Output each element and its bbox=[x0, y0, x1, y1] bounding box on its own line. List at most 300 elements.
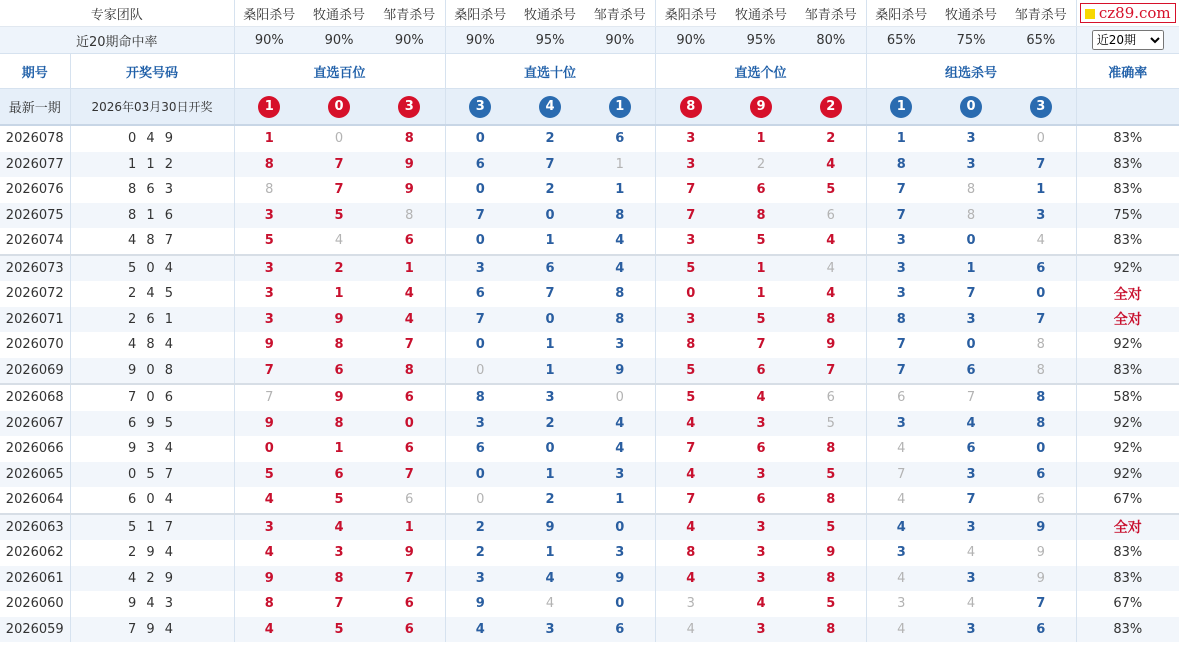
issue-number: 2026066 bbox=[5, 441, 64, 457]
hit-rate: 90% bbox=[655, 27, 726, 54]
kill-number: 6 bbox=[756, 441, 766, 457]
kill-number: 4 bbox=[1036, 233, 1045, 249]
table-row bbox=[0, 177, 1179, 203]
kill-number: 0 bbox=[966, 337, 976, 353]
kill-number: 8 bbox=[866, 307, 936, 333]
kill-number: 8 bbox=[304, 566, 374, 592]
latest-date: 2026年03月30日开奖 bbox=[70, 89, 234, 126]
kill-number: 2 bbox=[545, 131, 555, 147]
kill-number: 6 bbox=[866, 384, 936, 411]
kill-number: 2 bbox=[545, 182, 555, 198]
kill-number: 6 bbox=[374, 617, 445, 643]
kill-number: 3 bbox=[445, 255, 515, 282]
kill-number: 5 bbox=[826, 182, 836, 198]
kill-number: 6 bbox=[796, 203, 866, 229]
kill-number: 6 bbox=[404, 441, 414, 457]
issue-number: 2026067 bbox=[0, 411, 70, 437]
kill-number: 8 bbox=[1006, 384, 1076, 411]
kill-number: 1 bbox=[374, 255, 445, 282]
kill-number: 9 bbox=[826, 545, 836, 561]
kill-number: 4 bbox=[826, 233, 836, 249]
kill-number: 5 bbox=[796, 462, 866, 488]
kill-number: 0 bbox=[445, 358, 515, 385]
period-select-cell bbox=[1076, 27, 1179, 54]
kill-number: 0 bbox=[585, 384, 655, 411]
kill-number: 8 bbox=[234, 152, 304, 178]
kill-number: 4 bbox=[304, 514, 374, 541]
kill-number: 9 bbox=[826, 337, 836, 353]
kill-number: 9 bbox=[445, 591, 515, 617]
kill-number: 3 bbox=[866, 281, 936, 307]
kill-number: 1 bbox=[726, 255, 796, 282]
kill-number: 7 bbox=[655, 487, 726, 514]
kill-number: 7 bbox=[404, 337, 414, 353]
kill-number: 3 bbox=[1006, 203, 1076, 229]
kill-number: 8 bbox=[374, 358, 445, 385]
accuracy-value: 83% bbox=[1076, 177, 1179, 203]
kill-number: 6 bbox=[615, 131, 625, 147]
hit-rate: 90% bbox=[445, 27, 515, 54]
kill-number: 3 bbox=[966, 131, 976, 147]
kill-number: 4 bbox=[936, 411, 1006, 437]
expert-name: 桑阳杀号 bbox=[866, 0, 936, 27]
kill-number: 7 bbox=[445, 203, 515, 229]
kill-number: 3 bbox=[655, 125, 726, 152]
accuracy-value: 92% bbox=[1076, 436, 1179, 462]
kill-number: 4 bbox=[726, 384, 796, 411]
kill-number: 3 bbox=[866, 255, 936, 282]
issue-number: 2026071 bbox=[0, 307, 70, 333]
group-header-combo: 组选杀号 bbox=[866, 54, 1076, 89]
issue-number: 2026077 bbox=[0, 152, 70, 178]
kill-number: 9 bbox=[404, 182, 414, 198]
kill-number: 8 bbox=[404, 131, 414, 147]
kill-number: 5 bbox=[796, 514, 866, 541]
hit-rate: 80% bbox=[796, 27, 866, 54]
kill-number: 6 bbox=[405, 492, 414, 508]
kill-number: 7 bbox=[866, 462, 936, 488]
kill-number: 3 bbox=[585, 462, 655, 488]
kill-number: 4 bbox=[866, 566, 936, 592]
kill-number: 0 bbox=[374, 411, 445, 437]
hit-rate: 75% bbox=[936, 27, 1006, 54]
issue-number: 2026073 bbox=[0, 255, 70, 282]
kill-number: 5 bbox=[234, 462, 304, 488]
table-row bbox=[0, 228, 1179, 255]
draw-number: 9 4 3 bbox=[70, 591, 234, 617]
kill-number: 1 bbox=[515, 358, 585, 385]
draw-number: 0 5 7 bbox=[70, 462, 234, 488]
kill-number: 4 bbox=[374, 307, 445, 333]
kill-number: 3 bbox=[866, 411, 936, 437]
kill-number: 0 bbox=[966, 233, 976, 249]
kill-number: 5 bbox=[334, 492, 344, 508]
kill-number: 8 bbox=[936, 203, 1006, 229]
kill-number: 3 bbox=[234, 203, 304, 229]
kill-number: 0 bbox=[1036, 131, 1045, 147]
kill-number: 1 bbox=[334, 441, 344, 457]
draw-number: 5 0 4 bbox=[70, 255, 234, 282]
draw-number: 2 9 4 bbox=[70, 540, 234, 566]
issue-number: 2026059 bbox=[0, 617, 70, 643]
draw-number: 7 0 6 bbox=[70, 384, 234, 411]
kill-number: 4 bbox=[515, 566, 585, 592]
expert-row bbox=[0, 0, 1179, 27]
kill-number: 0 bbox=[515, 307, 585, 333]
kill-number: 5 bbox=[655, 358, 726, 385]
kill-number: 8 bbox=[655, 540, 726, 566]
kill-number: 9 bbox=[515, 514, 585, 541]
expert-name: 邹青杀号 bbox=[585, 0, 655, 27]
expert-name: 桑阳杀号 bbox=[655, 0, 726, 27]
kill-number: 5 bbox=[796, 411, 866, 437]
expert-name: 牧通杀号 bbox=[304, 0, 374, 27]
kill-number: 1 bbox=[374, 514, 445, 541]
table-row bbox=[0, 384, 1179, 411]
kill-number: 4 bbox=[966, 545, 976, 561]
kill-number: 2 bbox=[304, 255, 374, 282]
kill-number: 6 bbox=[756, 182, 766, 198]
kill-number: 8 bbox=[655, 332, 726, 358]
hit-rate: 65% bbox=[1006, 27, 1076, 54]
kill-ball: 3 bbox=[469, 96, 491, 118]
kill-number: 4 bbox=[234, 540, 304, 566]
draw-header: 开奖号码 bbox=[70, 54, 234, 89]
kill-number: 1 bbox=[756, 131, 766, 147]
kill-number: 3 bbox=[726, 617, 796, 643]
draw-number: 2 6 1 bbox=[70, 307, 234, 333]
kill-number: 6 bbox=[1036, 492, 1045, 508]
accuracy-value: 58% bbox=[1076, 384, 1179, 411]
kill-number: 3 bbox=[936, 152, 1006, 178]
kill-number: 6 bbox=[374, 384, 445, 411]
kill-number: 6 bbox=[515, 255, 585, 282]
kill-number: 3 bbox=[655, 591, 726, 617]
kill-number: 0 bbox=[445, 177, 515, 203]
hit-rate: 95% bbox=[726, 27, 796, 54]
kill-number: 9 bbox=[585, 566, 655, 592]
kill-number: 6 bbox=[936, 358, 1006, 385]
kill-number: 5 bbox=[304, 617, 374, 643]
issue-number: 2026078 bbox=[5, 131, 64, 147]
kill-number: 7 bbox=[756, 337, 766, 353]
accuracy-header: 准确率 bbox=[1076, 54, 1179, 89]
kill-number: 7 bbox=[655, 436, 726, 462]
issue-number: 2026070 bbox=[5, 337, 64, 353]
expert-name: 牧通杀号 bbox=[936, 0, 1006, 27]
draw-number: 2 4 5 bbox=[70, 281, 234, 307]
kill-number: 8 bbox=[1006, 411, 1076, 437]
kill-number: 4 bbox=[655, 514, 726, 541]
kill-ball: 0 bbox=[960, 96, 982, 118]
kill-number: 4 bbox=[866, 514, 936, 541]
table-row bbox=[0, 566, 1179, 592]
kill-number: 3 bbox=[726, 514, 796, 541]
kill-number: 5 bbox=[234, 228, 304, 255]
hit-rate: 90% bbox=[234, 27, 304, 54]
group-header-tens: 直选十位 bbox=[445, 54, 655, 89]
kill-number: 1 bbox=[585, 152, 655, 178]
table-row bbox=[0, 332, 1179, 358]
kill-number: 3 bbox=[234, 514, 304, 541]
kill-number: 8 bbox=[796, 617, 866, 643]
accuracy-value: 67% bbox=[1076, 487, 1179, 514]
kill-number: 3 bbox=[445, 566, 515, 592]
kill-number: 4 bbox=[866, 487, 936, 514]
draw-number: 6 0 4 bbox=[70, 487, 234, 514]
table-row bbox=[0, 281, 1179, 307]
logo-square-icon bbox=[1085, 9, 1095, 19]
kill-number: 8 bbox=[304, 411, 374, 437]
table-row bbox=[0, 125, 1179, 152]
table-row bbox=[0, 152, 1179, 178]
kill-number: 4 bbox=[796, 255, 866, 282]
draw-number: 9 3 4 bbox=[70, 436, 234, 462]
kill-number: 5 bbox=[655, 255, 726, 282]
kill-number: 3 bbox=[655, 228, 726, 255]
draw-number: 4 8 7 bbox=[70, 228, 234, 255]
kill-number: 5 bbox=[826, 596, 836, 612]
kill-number: 4 bbox=[756, 596, 766, 612]
accuracy-value: 83% bbox=[1076, 566, 1179, 592]
draw-number: 7 9 4 bbox=[70, 617, 234, 643]
kill-ball: 3 bbox=[398, 96, 420, 118]
kill-number: 3 bbox=[234, 307, 304, 333]
kill-number: 3 bbox=[866, 228, 936, 255]
kill-number: 3 bbox=[655, 307, 726, 333]
kill-number: 3 bbox=[234, 255, 304, 282]
hit-rate: 90% bbox=[304, 27, 374, 54]
kill-ball: 1 bbox=[890, 96, 912, 118]
kill-number: 7 bbox=[936, 384, 1006, 411]
kill-number: 3 bbox=[936, 462, 1006, 488]
kill-number: 3 bbox=[936, 514, 1006, 541]
table-row bbox=[0, 255, 1179, 282]
table-row bbox=[0, 462, 1179, 488]
kill-number: 8 bbox=[966, 182, 976, 198]
kill-number: 4 bbox=[655, 411, 726, 437]
kill-number: 4 bbox=[404, 286, 414, 302]
kill-number: 2 bbox=[726, 152, 796, 178]
accuracy-value: 92% bbox=[1076, 332, 1179, 358]
kill-number: 8 bbox=[585, 203, 655, 229]
kill-number: 1 bbox=[756, 286, 766, 302]
kill-number: 6 bbox=[445, 152, 515, 178]
kill-number: 7 bbox=[1036, 596, 1046, 612]
issue-number: 2026060 bbox=[5, 596, 64, 612]
kill-number: 4 bbox=[615, 233, 625, 249]
kill-number: 0 bbox=[545, 441, 555, 457]
kill-number: 2 bbox=[515, 411, 585, 437]
kill-number: 7 bbox=[545, 286, 555, 302]
kill-number: 1 bbox=[334, 286, 344, 302]
kill-number: 4 bbox=[234, 617, 304, 643]
issue-number: 2026074 bbox=[5, 233, 64, 249]
kill-number: 7 bbox=[234, 384, 304, 411]
kill-number: 0 bbox=[445, 487, 515, 514]
kill-number: 1 bbox=[615, 182, 625, 198]
draw-number: 1 1 2 bbox=[70, 152, 234, 178]
accuracy-value: 92% bbox=[1076, 255, 1179, 282]
accuracy-value: 83% bbox=[1076, 125, 1179, 152]
accuracy-value: 83% bbox=[1076, 617, 1179, 643]
kill-number: 6 bbox=[966, 441, 976, 457]
draw-number: 5 1 7 bbox=[70, 514, 234, 541]
kill-number: 1 bbox=[234, 125, 304, 152]
kill-number: 5 bbox=[304, 203, 374, 229]
accuracy-value: 75% bbox=[1076, 203, 1179, 229]
kill-number: 3 bbox=[515, 384, 585, 411]
kill-number: 6 bbox=[304, 462, 374, 488]
table-row bbox=[0, 436, 1179, 462]
accuracy-value: 83% bbox=[1076, 358, 1179, 385]
kill-number: 7 bbox=[796, 358, 866, 385]
draw-number: 8 1 6 bbox=[70, 203, 234, 229]
kill-number: 1 bbox=[515, 462, 585, 488]
kill-number: 7 bbox=[304, 152, 374, 178]
expert-name: 桑阳杀号 bbox=[445, 0, 515, 27]
kill-number: 1 bbox=[866, 125, 936, 152]
kill-number: 8 bbox=[374, 203, 445, 229]
kill-number: 4 bbox=[445, 617, 515, 643]
issue-number: 2026072 bbox=[5, 286, 64, 302]
kill-number: 4 bbox=[826, 286, 836, 302]
kill-number: 4 bbox=[585, 255, 655, 282]
issue-number: 2026061 bbox=[0, 566, 70, 592]
period-select[interactable] bbox=[1092, 30, 1164, 50]
table-row bbox=[0, 617, 1179, 643]
table-row bbox=[0, 307, 1179, 333]
accuracy-value: 92% bbox=[1076, 462, 1179, 488]
kill-number: 5 bbox=[756, 233, 766, 249]
draw-number: 4 2 9 bbox=[70, 566, 234, 592]
kill-number: 9 bbox=[585, 358, 655, 385]
accuracy-value: 全对 bbox=[1076, 281, 1179, 307]
kill-number: 6 bbox=[304, 358, 374, 385]
kill-number: 4 bbox=[655, 462, 726, 488]
kill-number: 8 bbox=[1006, 358, 1076, 385]
site-logo[interactable]: cz89.com bbox=[1080, 3, 1176, 23]
latest-row bbox=[0, 89, 1179, 126]
kill-number: 2 bbox=[826, 131, 836, 147]
kill-number: 8 bbox=[334, 337, 344, 353]
hit-rate: 90% bbox=[585, 27, 655, 54]
kill-number: 7 bbox=[1006, 152, 1076, 178]
kill-number: 9 bbox=[404, 545, 414, 561]
kill-ball: 8 bbox=[680, 96, 702, 118]
kill-number: 8 bbox=[826, 441, 836, 457]
kill-number: 9 bbox=[1006, 514, 1076, 541]
issue-header: 期号 bbox=[0, 54, 70, 89]
kill-number: 7 bbox=[655, 203, 726, 229]
kill-number: 9 bbox=[1036, 545, 1045, 561]
draw-number: 6 9 5 bbox=[70, 411, 234, 437]
kill-number: 9 bbox=[304, 384, 374, 411]
kill-number: 0 bbox=[515, 203, 585, 229]
kill-number: 7 bbox=[966, 492, 976, 508]
kill-number: 3 bbox=[866, 591, 936, 617]
latest-label: 最新一期 bbox=[0, 89, 70, 126]
draw-number: 4 8 4 bbox=[70, 332, 234, 358]
kill-number: 3 bbox=[726, 411, 796, 437]
kill-ball: 3 bbox=[1030, 96, 1052, 118]
issue-number: 2026075 bbox=[0, 203, 70, 229]
kill-ball: 9 bbox=[750, 96, 772, 118]
kill-number: 8 bbox=[585, 307, 655, 333]
kill-number: 1 bbox=[545, 337, 555, 353]
draw-number: 8 6 3 bbox=[70, 177, 234, 203]
kill-number: 8 bbox=[866, 152, 936, 178]
kill-number: 3 bbox=[936, 617, 1006, 643]
kill-number: 5 bbox=[726, 307, 796, 333]
accuracy-value: 83% bbox=[1076, 540, 1179, 566]
hit-rate: 95% bbox=[515, 27, 585, 54]
kill-number: 7 bbox=[445, 307, 515, 333]
table-row bbox=[0, 487, 1179, 514]
kill-number: 6 bbox=[1006, 255, 1076, 282]
draw-number: 9 0 8 bbox=[70, 358, 234, 385]
kill-number: 7 bbox=[334, 596, 344, 612]
kill-number: 8 bbox=[826, 492, 836, 508]
kill-number: 2 bbox=[445, 514, 515, 541]
kill-number: 7 bbox=[655, 177, 726, 203]
kill-number: 4 bbox=[655, 566, 726, 592]
kill-number: 7 bbox=[374, 566, 445, 592]
kill-number: 3 bbox=[936, 566, 1006, 592]
kill-number: 9 bbox=[234, 332, 304, 358]
kill-number: 9 bbox=[374, 152, 445, 178]
kill-number: 3 bbox=[726, 566, 796, 592]
table-row bbox=[0, 540, 1179, 566]
kill-number: 8 bbox=[796, 307, 866, 333]
kill-number: 4 bbox=[334, 233, 344, 249]
kill-number: 7 bbox=[866, 358, 936, 385]
kill-number: 7 bbox=[866, 332, 936, 358]
accuracy-value: 83% bbox=[1076, 152, 1179, 178]
kill-number: 0 bbox=[615, 596, 625, 612]
kill-number: 8 bbox=[796, 566, 866, 592]
kill-ball: 4 bbox=[539, 96, 561, 118]
column-header-row bbox=[0, 54, 1179, 89]
kill-number: 6 bbox=[796, 384, 866, 411]
kill-number: 3 bbox=[445, 411, 515, 437]
kill-number: 9 bbox=[234, 566, 304, 592]
kill-number: 3 bbox=[936, 307, 1006, 333]
kill-number: 8 bbox=[726, 203, 796, 229]
group-header-units: 直选个位 bbox=[655, 54, 866, 89]
expert-name: 邹青杀号 bbox=[374, 0, 445, 27]
kill-number: 7 bbox=[515, 152, 585, 178]
kill-number: 1 bbox=[936, 255, 1006, 282]
kill-number: 0 bbox=[445, 332, 515, 358]
kill-number: 2 bbox=[545, 492, 555, 508]
kill-number: 3 bbox=[234, 281, 304, 307]
kill-number: 3 bbox=[334, 545, 344, 561]
kill-number: 6 bbox=[445, 436, 515, 462]
logo-cell[interactable] bbox=[1076, 0, 1179, 27]
kill-number: 8 bbox=[1036, 337, 1045, 353]
kill-number: 7 bbox=[234, 358, 304, 385]
expert-name: 邹青杀号 bbox=[1006, 0, 1076, 27]
kill-number: 1 bbox=[1036, 182, 1046, 198]
kill-number: 3 bbox=[726, 462, 796, 488]
kill-ball: 1 bbox=[609, 96, 631, 118]
expert-name: 牧通杀号 bbox=[515, 0, 585, 27]
kill-number: 8 bbox=[615, 286, 625, 302]
kill-number: 6 bbox=[404, 233, 414, 249]
kill-number: 7 bbox=[334, 182, 344, 198]
kill-number: 0 bbox=[234, 436, 304, 462]
